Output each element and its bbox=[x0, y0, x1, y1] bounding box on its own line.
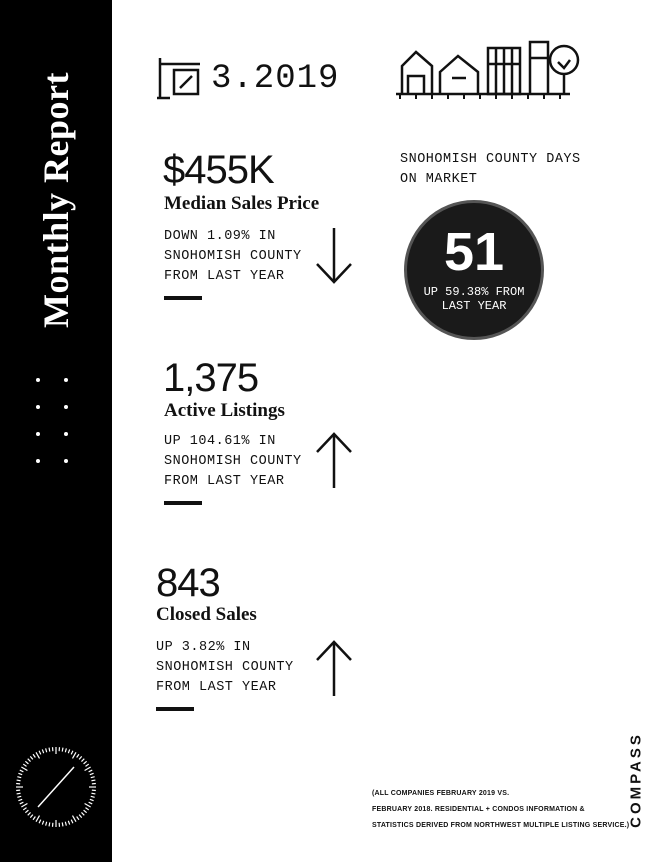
brand-logo: COMPASS bbox=[627, 732, 645, 828]
source-footnote: (ALL COMPANIES FEBRUARY 2019 VS. FEBRUARY 2018. RESIDENTIAL + CONDOS INFORMATION & STATISTICS DERIVED FROM NORTHWEST MULTIPLE LISTING SERVICE.) bbox=[372, 790, 630, 829]
closed-sales-label: Closed Sales bbox=[156, 604, 257, 625]
compass-dial-icon bbox=[14, 745, 98, 829]
days-on-market-title: SNOHOMISH COUNTY DAYS ON MARKET bbox=[400, 152, 581, 187]
days-on-market-value: 51 bbox=[443, 222, 505, 282]
arrow-up-icon bbox=[314, 430, 354, 490]
accent-bar bbox=[156, 707, 194, 711]
arrow-up-icon bbox=[314, 638, 354, 698]
sidebar bbox=[0, 0, 112, 862]
accent-bar bbox=[164, 501, 202, 505]
days-on-market-change: UP 59.38% FROM LAST YEAR bbox=[423, 285, 525, 313]
days-on-market-badge bbox=[404, 200, 544, 340]
houses-illustration-icon bbox=[396, 38, 584, 100]
arrow-down-icon bbox=[314, 226, 354, 286]
accent-bar bbox=[164, 296, 202, 300]
closed-sales-value: 843 bbox=[156, 561, 220, 605]
for-sale-sign-icon bbox=[156, 56, 202, 100]
closed-sales-change: UP 3.82% IN SNOHOMISH COUNTY FROM LAST YEAR bbox=[156, 640, 294, 695]
active-listings-label: Active Listings bbox=[164, 400, 285, 421]
report-title: Monthly Report bbox=[36, 72, 76, 328]
active-listings-change: UP 104.61% IN SNOHOMISH COUNTY FROM LAST YEAR bbox=[164, 434, 302, 489]
median-price-change: DOWN 1.09% IN SNOHOMISH COUNTY FROM LAST YEAR bbox=[164, 229, 302, 284]
report-date: 3.2019 bbox=[211, 60, 340, 98]
median-price-label: Median Sales Price bbox=[164, 193, 320, 214]
median-price-value: $455K bbox=[163, 148, 274, 192]
active-listings-value: 1,375 bbox=[163, 356, 259, 400]
